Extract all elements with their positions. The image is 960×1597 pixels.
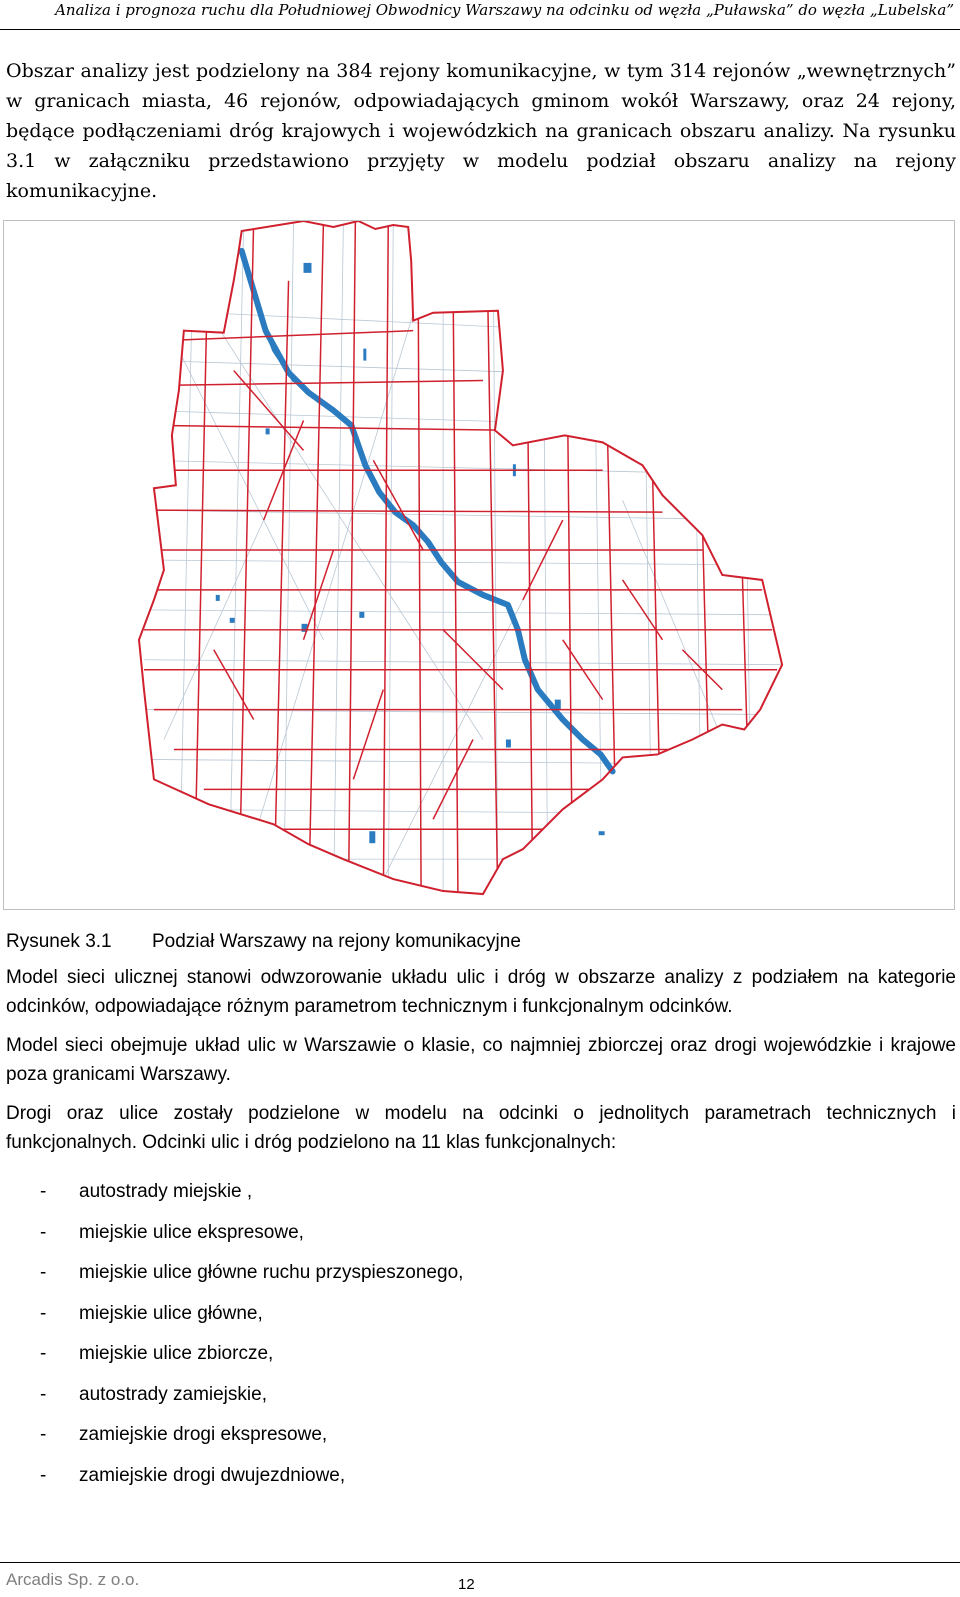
intro-paragraph: Obszar analizy jest podzielony na 384 rejony komunikacyjne, w tym 314 rejonów „wewnętrznych” w granicach miasta, 46 rejonów, odpowiadających gminom wokół Warszawy, oraz 24 rejony, będące podłączeniami dróg krajowych i wojewódzkich na granicach obszaru analizy. Na rysunku 3.1 w załączniku przedstawiono przyjęty w modelu podział obszaru analizy na rejony komunikacyjne. (6, 60, 956, 202)
list-item (6, 1294, 956, 1335)
list-item (6, 1456, 956, 1497)
list-bullet: - (40, 1464, 47, 1486)
list-item (6, 1253, 956, 1294)
list-bullet: - (40, 1383, 47, 1405)
list-item-text: autostrady miejskie , (79, 1181, 253, 1202)
list-item (6, 1334, 956, 1375)
running-header (0, 0, 960, 30)
page-number: 12 (458, 1576, 475, 1593)
caption-text: Podział Warszawy na rejony komunikacyjne (152, 931, 521, 952)
map-graphic (4, 221, 954, 909)
list-item-text: miejskie ulice główne, (79, 1302, 263, 1324)
functional-class-list (6, 1172, 956, 1496)
footer-company: Arcadis Sp. z o.o. (6, 1570, 140, 1589)
list-item (6, 1213, 956, 1254)
figure-caption (6, 928, 956, 956)
list-bullet: - (40, 1424, 47, 1445)
paragraph-model-network: Model sieci ulicznej stanowi odwzorowanie układu ulic i dróg w obszarze analizy z podziałem na kategorie odcinków, odpowiadające różnym parametrom technicznym i funkcjonalnym odcinków. (6, 967, 956, 1017)
header-title: Analiza i prognoza ruchu dla Południowej Obwodnicy Warszawy na odcinku od węzła „Puławska” do węzła „Lubelska” (55, 1, 954, 19)
warsaw-zone-map (3, 220, 955, 910)
list-bullet: - (40, 1302, 47, 1324)
list-item-text: miejskie ulice główne ruchu przyspieszonego, (79, 1262, 464, 1283)
caption-label: Rysunek 3.1 (6, 931, 112, 952)
street-network (144, 221, 782, 909)
list-item-text: miejskie ulice ekspresowe, (79, 1221, 304, 1243)
footer-divider (0, 1562, 960, 1563)
list-item-text: zamiejskie drogi ekspresowe, (79, 1424, 328, 1445)
list-bullet: - (40, 1181, 47, 1202)
city-boundary (139, 221, 782, 894)
list-bullet: - (40, 1221, 47, 1243)
paragraph-functional-classes: Drogi oraz ulice zostały podzielone w modelu na odcinki o jednolitych parametrach technicznych i funkcjonalnych. Odcinki ulic i dróg podzielono na 11 klas funkcjonalnych: (6, 1103, 956, 1153)
paragraph-network-scope: Model sieci obejmuje układ ulic w Warszawie o klasie, co najmniej zbiorczej oraz drogi wojewódzkie i krajowe poza granicami Warszawy. (6, 1035, 956, 1085)
list-item-text: zamiejskie drogi dwujezdniowe, (79, 1464, 346, 1486)
list-item (6, 1375, 956, 1416)
list-bullet: - (40, 1343, 47, 1364)
list-item (6, 1172, 956, 1213)
list-item-text: miejskie ulice zbiorcze, (79, 1343, 274, 1364)
list-bullet: - (40, 1262, 47, 1283)
list-item (6, 1415, 956, 1456)
list-item-text: autostrady zamiejskie, (79, 1383, 267, 1405)
zone-borders (144, 221, 777, 909)
